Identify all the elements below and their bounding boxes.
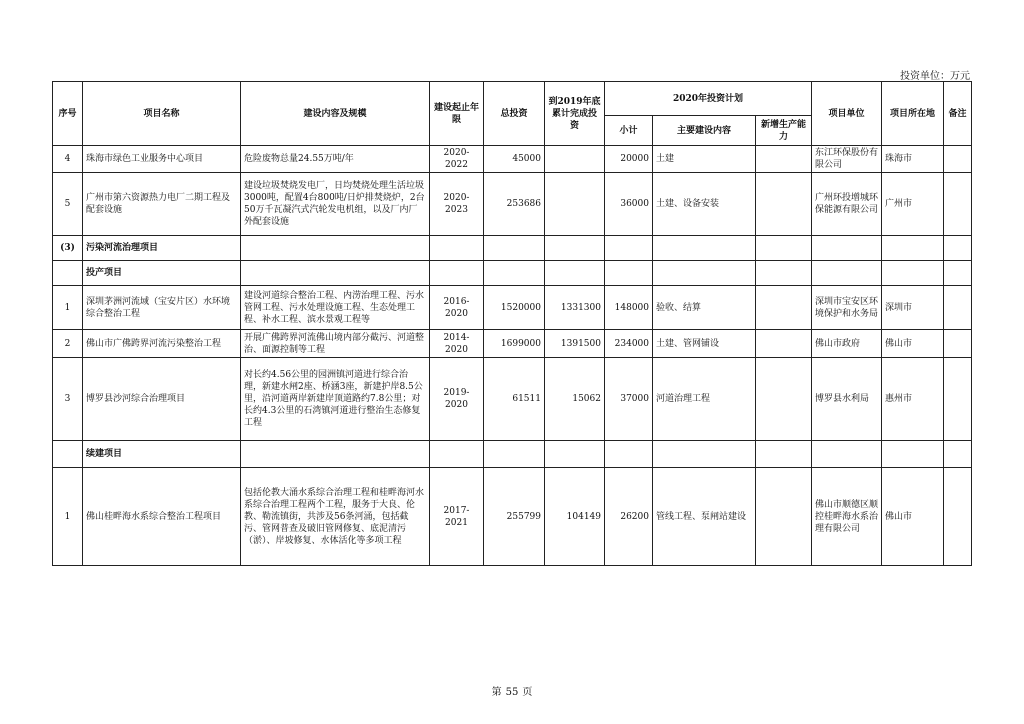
cell-remark xyxy=(944,468,972,566)
cell-period: 2019-2020 xyxy=(430,358,484,441)
cell-seq: 1 xyxy=(53,468,83,566)
subsection-title: 投产项目 xyxy=(83,261,241,286)
cell-content: 对长约4.56公里的园洲镇河道进行综合治理，新建水闸2座、桥涵3座，新建护岸8.5公里，沿河道两岸新建岸顶道路约7.8公里；对长约4.3公里的石湾镇河道进行整治生态修复工程 xyxy=(241,358,430,441)
cell-subtotal: 26200 xyxy=(605,468,653,566)
footer-suffix: 页 xyxy=(522,687,533,698)
header-project-name: 项目名称 xyxy=(83,82,241,146)
cell-period: 2020-2023 xyxy=(430,173,484,236)
cell-unit: 佛山市政府 xyxy=(812,330,882,358)
page-number: 55 xyxy=(505,687,519,698)
header-new-capacity: 新增生产能力 xyxy=(756,116,812,146)
cell-total: 1520000 xyxy=(484,286,545,330)
header-cumulative-2019: 到2019年底累计完成投资 xyxy=(545,82,605,146)
header-content-scale: 建设内容及规模 xyxy=(241,82,430,146)
cell-unit: 东江环保股份有限公司 xyxy=(812,146,882,173)
cell-remark xyxy=(944,173,972,236)
cell-remark xyxy=(944,358,972,441)
cell-content: 建设河道综合整治工程、内涝治理工程、污水管网工程、污水处理设施工程、生态处理工程、补水工程、滨水景观工程等 xyxy=(241,286,430,330)
cell-content: 建设垃圾焚烧发电厂，日均焚烧处理生活垃圾3000吨，配置4台800吨/日炉排焚烧炉，2台50万千瓦凝汽式汽轮发电机组，以及厂内厂外配套设施 xyxy=(241,173,430,236)
cell-cumulative: 1331300 xyxy=(545,286,605,330)
table-row xyxy=(53,173,972,236)
cell-capacity xyxy=(756,330,812,358)
subsection-title: 续建项目 xyxy=(83,441,241,468)
investment-plan-table xyxy=(52,81,972,566)
cell-capacity xyxy=(756,146,812,173)
cell-main-content: 管线工程、泵闸站建设 xyxy=(653,468,756,566)
cell-remark xyxy=(944,146,972,173)
cell-capacity xyxy=(756,358,812,441)
cell-remark xyxy=(944,286,972,330)
cell-content: 包括伦教大涌水系综合治理工程和桂畔海河水系综合治理工程两个工程，服务于大良、伦教、勒流镇街，共涉及56条河涌，包括截污、管网普查及破旧管网修复、底泥清污（淤）、岸坡修复、水体活化等多项工程 xyxy=(241,468,430,566)
cell-cumulative: 15062 xyxy=(545,358,605,441)
cell-content: 开展广佛跨界河流佛山境内部分截污、河道整治、面源控制等工程 xyxy=(241,330,430,358)
cell-period: 2014-2020 xyxy=(430,330,484,358)
section-title: 污染河流治理项目 xyxy=(83,236,241,261)
header-project-unit: 项目单位 xyxy=(812,82,882,146)
cell-period: 2020-2022 xyxy=(430,146,484,173)
cell-unit: 深圳市宝安区环境保护和水务局 xyxy=(812,286,882,330)
cell-cumulative xyxy=(545,146,605,173)
cell-name: 珠海市绿色工业服务中心项目 xyxy=(83,146,241,173)
cell-seq: 5 xyxy=(53,173,83,236)
table-row xyxy=(53,286,972,330)
cell-main-content: 验收、结算 xyxy=(653,286,756,330)
cell-location: 惠州市 xyxy=(882,358,944,441)
header-main-content: 主要建设内容 xyxy=(653,116,756,146)
cell-total: 1699000 xyxy=(484,330,545,358)
cell-subtotal: 20000 xyxy=(605,146,653,173)
cell-subtotal: 37000 xyxy=(605,358,653,441)
table-row xyxy=(53,358,972,441)
cell-remark xyxy=(944,330,972,358)
header-total-investment: 总投资 xyxy=(484,82,545,146)
cell-main-content: 土建 xyxy=(653,146,756,173)
cell-total: 255799 xyxy=(484,468,545,566)
header-remark: 备注 xyxy=(944,82,972,146)
cell-cumulative: 104149 xyxy=(545,468,605,566)
header-plan-2020: 2020年投资计划 xyxy=(605,82,812,116)
cell-seq: 3 xyxy=(53,358,83,441)
cell-location: 广州市 xyxy=(882,173,944,236)
section-seq: (3) xyxy=(53,236,83,261)
header-period: 建设起止年限 xyxy=(430,82,484,146)
cell-subtotal: 148000 xyxy=(605,286,653,330)
header-row-1 xyxy=(53,82,972,116)
cell-subtotal: 234000 xyxy=(605,330,653,358)
cell-unit: 佛山市顺德区顺控桂畔海水系治理有限公司 xyxy=(812,468,882,566)
table-row xyxy=(53,146,972,173)
cell-period: 2016-2020 xyxy=(430,286,484,330)
cell-total: 61511 xyxy=(484,358,545,441)
header-location: 项目所在地 xyxy=(882,82,944,146)
cell-unit: 广州环投增城环保能源有限公司 xyxy=(812,173,882,236)
cell-name: 深圳茅洲河流域（宝安片区）水环境综合整治工程 xyxy=(83,286,241,330)
cell-capacity xyxy=(756,468,812,566)
footer-prefix: 第 xyxy=(491,687,502,698)
cell-seq: 2 xyxy=(53,330,83,358)
investment-unit-label: 投资单位：万元 xyxy=(900,71,970,82)
subsection-row xyxy=(53,441,972,468)
page-footer xyxy=(0,683,1024,698)
subsection-row xyxy=(53,261,972,286)
cell-unit: 博罗县水利局 xyxy=(812,358,882,441)
table-row xyxy=(53,330,972,358)
cell-cumulative xyxy=(545,173,605,236)
cell-name: 佛山桂畔海水系综合整治工程项目 xyxy=(83,468,241,566)
cell-name: 广州市第六资源热力电厂二期工程及配套设施 xyxy=(83,173,241,236)
cell-main-content: 河道治理工程 xyxy=(653,358,756,441)
table-row xyxy=(53,468,972,566)
cell-cumulative: 1391500 xyxy=(545,330,605,358)
header-subtotal: 小计 xyxy=(605,116,653,146)
cell-location: 佛山市 xyxy=(882,330,944,358)
cell-capacity xyxy=(756,173,812,236)
cell-subtotal: 36000 xyxy=(605,173,653,236)
cell-main-content: 土建、管网铺设 xyxy=(653,330,756,358)
header-seq: 序号 xyxy=(53,82,83,146)
cell-location: 深圳市 xyxy=(882,286,944,330)
section-row xyxy=(53,236,972,261)
cell-location: 珠海市 xyxy=(882,146,944,173)
cell-content: 危险废物总量24.55万吨/年 xyxy=(241,146,430,173)
cell-seq: 4 xyxy=(53,146,83,173)
cell-main-content: 土建、设备安装 xyxy=(653,173,756,236)
cell-location: 佛山市 xyxy=(882,468,944,566)
cell-total: 45000 xyxy=(484,146,545,173)
cell-seq: 1 xyxy=(53,286,83,330)
cell-total: 253686 xyxy=(484,173,545,236)
cell-period: 2017-2021 xyxy=(430,468,484,566)
cell-capacity xyxy=(756,286,812,330)
cell-name: 博罗县沙河综合治理项目 xyxy=(83,358,241,441)
cell-name: 佛山市广佛跨界河流污染整治工程 xyxy=(83,330,241,358)
